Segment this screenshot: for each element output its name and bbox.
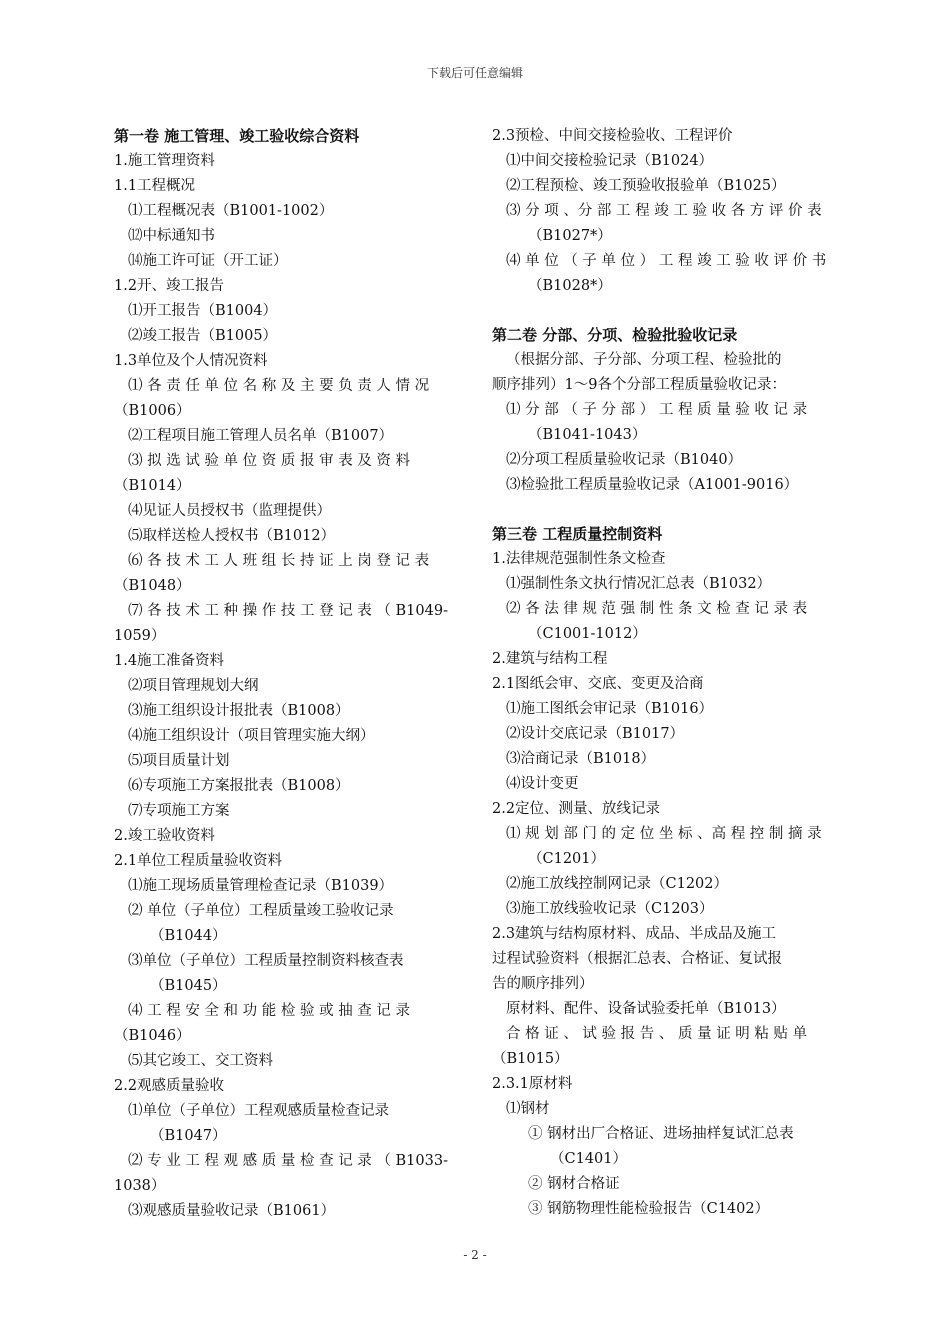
toc-line: 1038）: [114, 1178, 166, 1194]
toc-line: 2.建筑与结构工程: [492, 651, 608, 667]
toc-line: ⑷施工组织设计（项目管理实施大纲）: [128, 728, 375, 744]
toc-line: ⑿中标通知书: [128, 228, 215, 244]
toc-line: ⑺ 各 技 术 工 种 操 作 技 工 登 记 表 （ B1049-: [128, 603, 448, 619]
toc-line: ⑷ 工 程 安 全 和 功 能 检 验 或 抽 查 记 录: [128, 1003, 411, 1019]
toc-line: 1059）: [114, 628, 166, 644]
section-gap: [492, 498, 838, 522]
toc-line: （C1001-1012）: [528, 626, 647, 642]
toc-line: 1.施工管理资料: [114, 153, 215, 169]
toc-line: ⑹专项施工方案报批表（B1008）: [128, 778, 350, 794]
toc-line: 1.法律规范强制性条文检查: [492, 551, 666, 567]
toc-line: ⑵工程预检、竣工预验收报验单（B1025）: [506, 178, 786, 194]
toc-line: （B1047）: [150, 1128, 227, 1144]
toc-line: ⑸取样送检人授权书（B1012）: [128, 528, 336, 544]
right-column: [492, 124, 838, 1222]
toc-line: ⑵设计交底记录（B1017）: [506, 726, 685, 742]
section-heading: 第三卷 工程质量控制资料: [492, 525, 663, 543]
toc-line: ⑷ 单 位 （ 子 单 位 ） 工 程 竣 工 验 收 评 价 书: [506, 253, 827, 269]
toc-line: （B1028*）: [528, 278, 612, 294]
toc-line: ⑸其它竣工、交工资料: [128, 1053, 273, 1069]
section-gap: [492, 299, 838, 323]
toc-line: 合 格 证 、 试 验 报 告 、 质 量 证 明 粘 贴 单: [506, 1026, 808, 1042]
toc-line: （C1401）: [550, 1151, 627, 1167]
toc-line: 告的顺序排列）: [492, 976, 594, 992]
toc-line: （B1045）: [150, 978, 227, 994]
toc-line: ⑶施工组织设计报批表（B1008）: [128, 703, 350, 719]
toc-line: ⑵ 各 法 律 规 范 强 制 性 条 文 检 查 记 录 表: [506, 601, 808, 617]
section-heading: 第二卷 分部、分项、检验批验收记录: [492, 326, 738, 344]
toc-line: 1.1工程概况: [114, 178, 196, 194]
toc-line: ⑶单位（子单位）工程质量控制资料核查表: [128, 953, 404, 969]
section-heading: 第一卷 施工管理、竣工验收综合资料: [114, 127, 360, 145]
toc-line: ⑶洽商记录（B1018）: [506, 751, 656, 767]
toc-line: （B1046）: [114, 1028, 191, 1044]
toc-line: 2.1图纸会审、交底、变更及洽商: [492, 676, 704, 692]
toc-line: （B1006）: [114, 403, 191, 419]
toc-line: （B1048）: [114, 578, 191, 594]
toc-line: ⑵工程项目施工管理人员名单（B1007）: [128, 428, 394, 444]
toc-line: ⑴ 规 划 部 门 的 定 位 坐 标 、高 程 控 制 摘 录: [506, 826, 822, 842]
toc-line: ⑵分项工程质量验收记录（B1040）: [506, 452, 743, 468]
toc-line: ⑺专项施工方案: [128, 803, 230, 819]
toc-line: （B1027*）: [528, 228, 612, 244]
toc-line: ⒁施工许可证（开工证）: [128, 253, 288, 269]
toc-line: ⑴施工图纸会审记录（B1016）: [506, 701, 714, 717]
page-header: 下载后可任意编辑: [426, 66, 523, 80]
toc-line: ⑵竣工报告（B1005）: [128, 328, 278, 344]
toc-line: ⑴开工报告（B1004）: [128, 303, 278, 319]
toc-line: ⑴ 分 部 （ 子 分 部 ） 工 程 质 量 验 收 记 录: [506, 402, 808, 418]
toc-line: ① 钢材出厂合格证、进场抽样复试汇总表: [528, 1126, 794, 1142]
toc-line: ⑶检验批工程质量验收记录（A1001-9016）: [506, 477, 799, 493]
toc-line: ⑶ 拟 选 试 验 单 位 资 质 报 审 表 及 资 料: [128, 453, 411, 469]
toc-line: ⑴ 各 责 任 单 位 名 称 及 主 要 负 责 人 情 况: [128, 378, 430, 394]
toc-line: 2.3.1原材料: [492, 1076, 573, 1092]
toc-line: 2.2定位、测量、放线记录: [492, 801, 661, 817]
toc-line: ⑴强制性条文执行情况汇总表（B1032）: [506, 576, 772, 592]
toc-line: ⑵ 单位（子单位）工程质量竣工验收记录: [128, 903, 394, 919]
toc-line: ⑷见证人员授权书（监理提供）: [128, 503, 331, 519]
toc-line: （根据分部、子分部、分项工程、检验批的: [506, 352, 782, 368]
toc-line: 2.1单位工程质量验收资料: [114, 853, 283, 869]
left-column: [114, 124, 460, 1224]
toc-line: 2.3预检、中间交接检验收、工程评价: [492, 128, 733, 144]
toc-line: （B1015）: [492, 1051, 569, 1067]
toc-line: 1.2开、竣工报告: [114, 278, 225, 294]
toc-line: ⑵项目管理规划大纲: [128, 678, 259, 694]
toc-line: ③ 钢筋物理性能检验报告（C1402）: [528, 1201, 770, 1217]
toc-line: （B1014）: [114, 478, 191, 494]
toc-line: ⑶施工放线验收记录（C1203）: [506, 901, 714, 917]
toc-line: 2.竣工验收资料: [114, 828, 215, 844]
toc-line: ⑹ 各 技 术 工 人 班 组 长 持 证 上 岗 登 记 表: [128, 553, 430, 569]
toc-line: 顺序排列）1～9各个分部工程质量验收记录：: [492, 377, 786, 393]
page-number: - 2 -: [463, 1248, 487, 1262]
toc-line: ⑴工程概况表（B1001-1002）: [128, 203, 334, 219]
toc-line: ⑴单位（子单位）工程观感质量检查记录: [128, 1103, 389, 1119]
toc-line: 1.3单位及个人情况资料: [114, 353, 268, 369]
toc-line: （C1201）: [528, 851, 605, 867]
toc-line: ⑷设计变更: [506, 776, 579, 792]
toc-line: ⑸项目质量计划: [128, 753, 230, 769]
toc-line: ⑴施工现场质量管理检查记录（B1039）: [128, 878, 394, 894]
toc-line: ⑵施工放线控制网记录（C1202）: [506, 876, 728, 892]
toc-line: 1.4施工准备资料: [114, 653, 225, 669]
toc-line: ⑴钢材: [506, 1101, 550, 1117]
toc-line: 2.2观感质量验收: [114, 1078, 225, 1094]
toc-line: ⑵ 专 业 工 程 观 感 质 量 检 查 记 录 （ B1033-: [128, 1153, 448, 1169]
toc-line: ② 钢材合格证: [528, 1176, 620, 1192]
toc-line: （B1044）: [150, 928, 227, 944]
toc-line: ⑴中间交接检验记录（B1024）: [506, 153, 714, 169]
toc-line: ⑶观感质量验收记录（B1061）: [128, 1203, 336, 1219]
toc-line: 原材料、配件、设备试验委托单（B1013）: [506, 1001, 786, 1017]
toc-line: 2.3建筑与结构原材料、成品、半成品及施工: [492, 926, 777, 942]
toc-line: （B1041-1043）: [528, 427, 647, 443]
toc-line: ⑶ 分 项 、分 部 工 程 竣 工 验 收 各 方 评 价 表: [506, 203, 822, 219]
toc-line: 过程试验资料（根据汇总表、合格证、复试报: [492, 951, 782, 967]
